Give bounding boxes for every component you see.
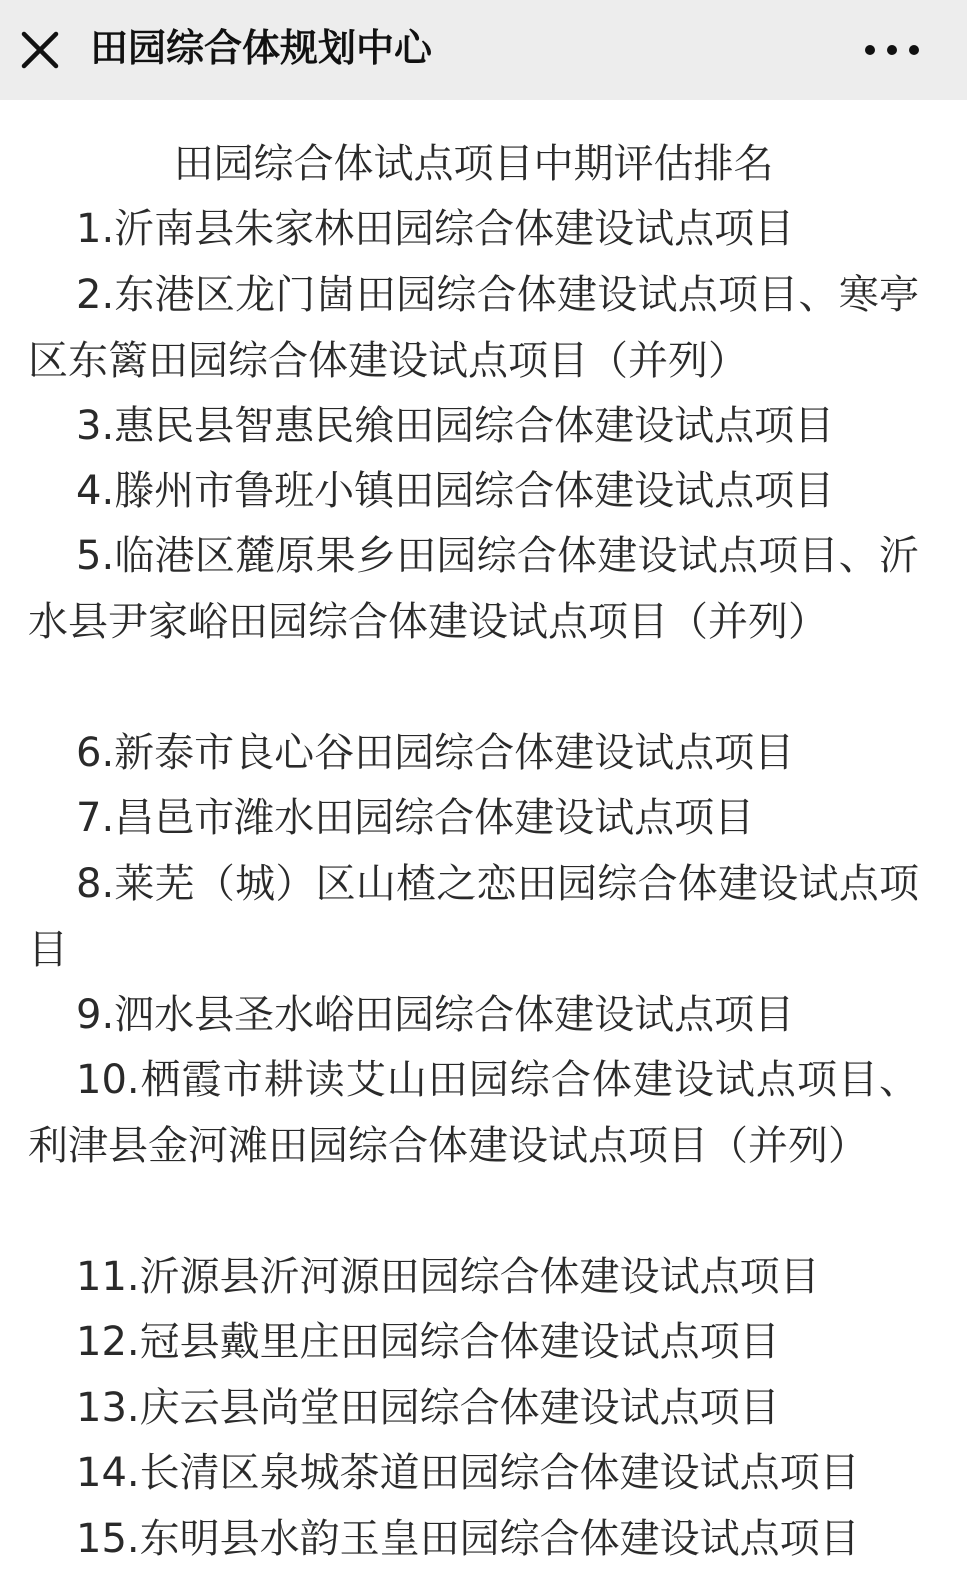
close-button[interactable] xyxy=(14,24,66,76)
list-item-13: 13.庆云县尚堂田园综合体建设试点项目 xyxy=(76,1385,780,1431)
more-horizontal-icon xyxy=(858,24,926,76)
list-item-8: 8.莱芜（城）区山楂之恋田园综合体建设试点项目 xyxy=(28,861,919,973)
more-options-button[interactable] xyxy=(858,24,926,76)
list-item-3: 3.惠民县智惠民飨田园综合体建设试点项目 xyxy=(76,403,835,449)
list-item-10: 10.栖霞市耕读艾山田园综合体建设试点项目、利津县金河滩田园综合体建设试点项目（并列） xyxy=(28,1057,919,1169)
list-item-1: 1.沂南县朱家林田园综合体建设试点项目 xyxy=(76,206,795,252)
list-item-15: 15.东明县水韵玉皇田园综合体建设试点项目 xyxy=(76,1516,860,1562)
list-item-9: 9.泗水县圣水峪田园综合体建设试点项目 xyxy=(76,992,795,1038)
list-item-12: 12.冠县戴里庄田园综合体建设试点项目 xyxy=(76,1319,780,1365)
page-title: 田园综合体规划中心 xyxy=(90,26,433,70)
close-icon xyxy=(14,24,66,76)
list-item-2: 2.东港区龙门崮田园综合体建设试点项目、寒亭区东篱田园综合体建设试点项目（并列） xyxy=(28,272,919,384)
list-item-14: 14.长清区泉城茶道田园综合体建设试点项目 xyxy=(76,1450,860,1496)
list-item-4: 4.滕州市鲁班小镇田园综合体建设试点项目 xyxy=(76,468,835,514)
top-nav-bar xyxy=(0,0,967,100)
list-item-5: 5.临港区麓原果乡田园综合体建设试点项目、沂水县尹家峪田园综合体建设试点项目（并列） xyxy=(28,533,919,645)
article-title: 田园综合体试点项目中期评估排名 xyxy=(173,141,774,187)
list-item-7: 7.昌邑市潍水田园综合体建设试点项目 xyxy=(76,795,755,841)
list-item-6: 6.新泰市良心谷田园综合体建设试点项目 xyxy=(76,730,795,776)
list-item-11: 11.沂源县沂河源田园综合体建设试点项目 xyxy=(76,1254,820,1300)
